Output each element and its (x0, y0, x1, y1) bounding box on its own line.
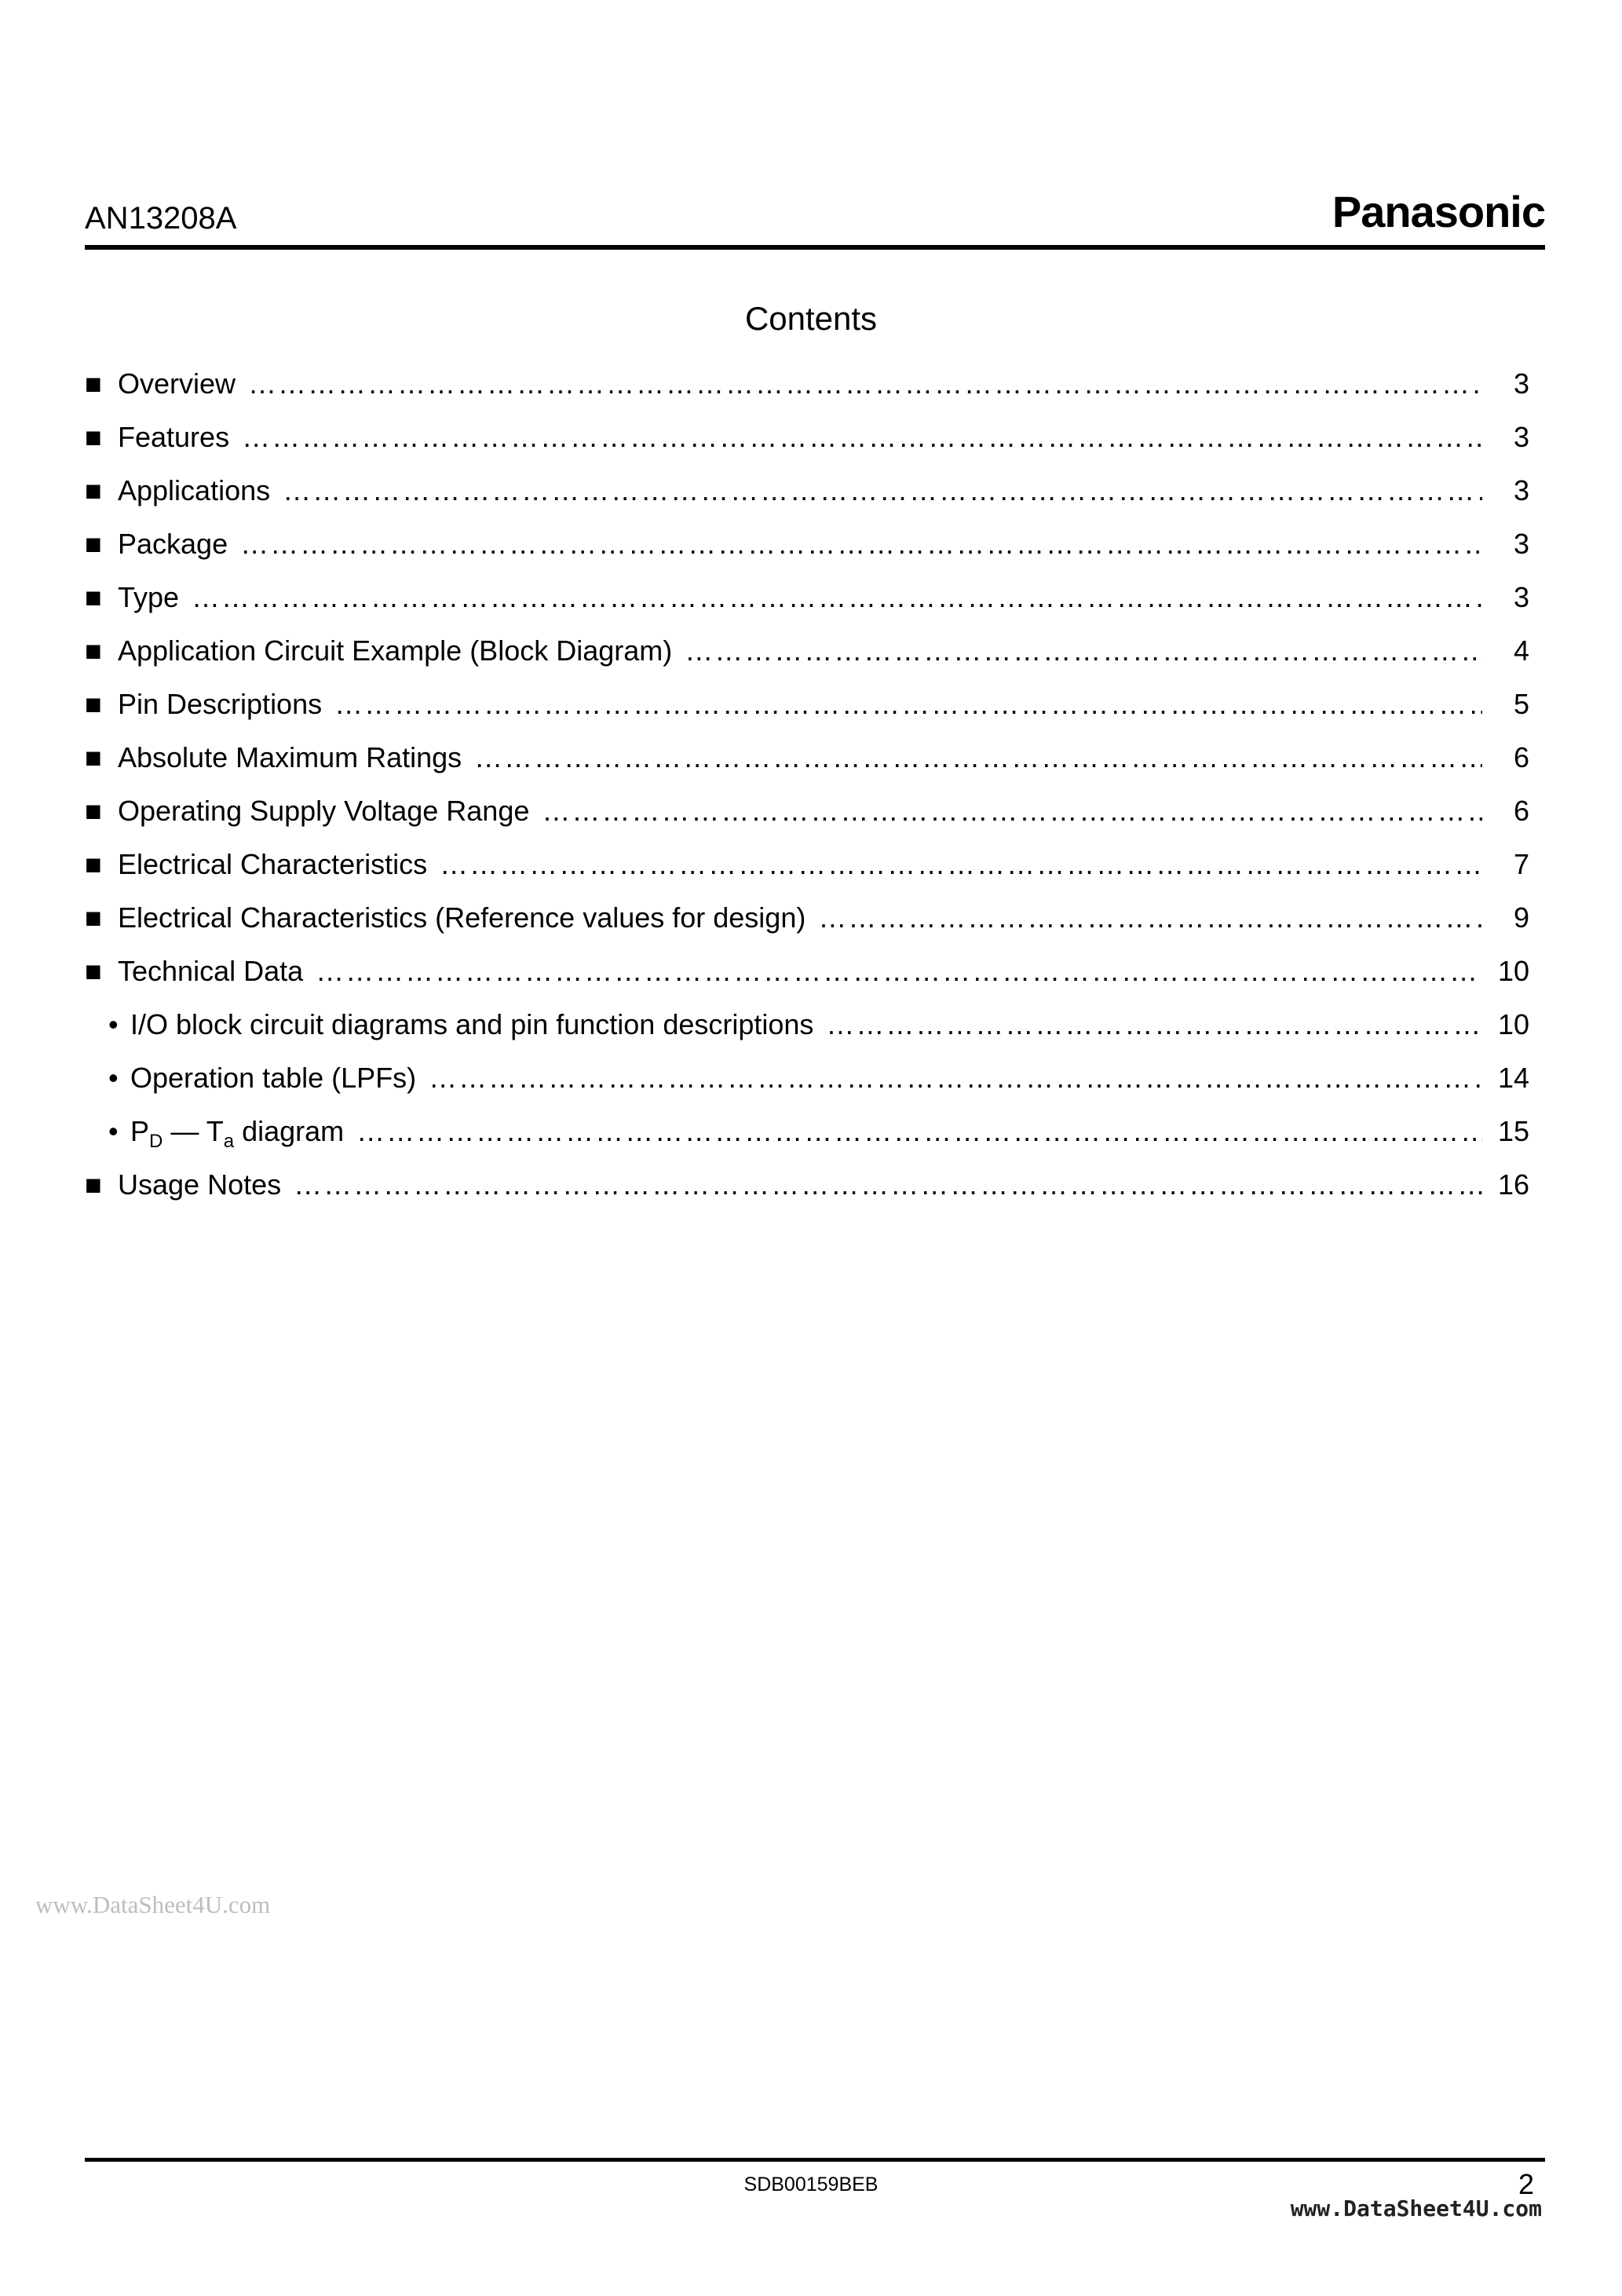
toc-page-number: 7 (1513, 848, 1529, 880)
label-p: P (130, 1115, 150, 1147)
toc-entry-usage-notes[interactable] (85, 1158, 1529, 1212)
dot-leader (429, 1051, 1482, 1105)
bullet-dot-icon: • (108, 1062, 119, 1094)
dot-leader (248, 357, 1482, 411)
dot-leader (192, 571, 1482, 624)
toc-label: Electrical Characteristics (118, 848, 428, 880)
dot-leader (316, 945, 1482, 998)
toc-page-number: 10 (1497, 955, 1529, 987)
dot-leader (818, 891, 1482, 945)
toc-subentry-io-block-circuit[interactable] (85, 998, 1529, 1051)
toc-subentry-operation-table[interactable] (85, 1051, 1529, 1105)
toc-entry-overview[interactable] (85, 357, 1529, 411)
toc-label: Operating Supply Voltage Range (118, 795, 530, 827)
dot-leader (474, 731, 1482, 784)
bullet-square-icon: ■ (85, 528, 102, 560)
bullet-square-icon: ■ (85, 474, 102, 506)
toc-page-number: 14 (1497, 1062, 1529, 1094)
toc-entry-operating-supply-voltage[interactable] (85, 784, 1529, 838)
dot-leader (356, 1105, 1482, 1158)
page-number: 2 (1518, 2168, 1534, 2200)
toc-label: Operation table (LPFs) (130, 1062, 417, 1094)
contents-title: Contents (744, 300, 878, 337)
bullet-square-icon: ■ (85, 581, 102, 613)
bullet-dot-icon: • (108, 1008, 119, 1040)
toc-entry-type[interactable] (85, 571, 1529, 624)
toc-page-number: 3 (1513, 367, 1529, 400)
toc-page-number: 3 (1513, 581, 1529, 613)
document-code: SDB00159BEB (743, 2174, 879, 2195)
toc-page-number: 5 (1513, 688, 1529, 720)
toc-entry-absolute-maximum-ratings[interactable] (85, 731, 1529, 784)
toc-page-number: 3 (1513, 528, 1529, 560)
toc-page-number: 3 (1513, 474, 1529, 506)
toc-label: Type (118, 581, 180, 613)
dot-leader (685, 624, 1482, 678)
toc-entry-applications[interactable] (85, 464, 1529, 517)
part-number: AN13208A (85, 201, 237, 236)
dot-leader (240, 517, 1482, 571)
bullet-dot-icon: • (108, 1115, 119, 1147)
bullet-square-icon: ■ (85, 1168, 102, 1201)
header-rule (85, 245, 1545, 250)
dot-leader (440, 838, 1482, 891)
dot-leader (294, 1158, 1482, 1212)
toc-entry-features[interactable] (85, 411, 1529, 464)
toc-page-number: 6 (1513, 795, 1529, 827)
bullet-square-icon: ■ (85, 421, 102, 453)
toc-label: Usage Notes (118, 1168, 282, 1201)
toc-page-number: 15 (1497, 1115, 1529, 1147)
toc-subentry-pd-ta-diagram[interactable] (85, 1105, 1529, 1158)
footer-rule (85, 2158, 1545, 2162)
watermark-left: www.DataSheet4U.com (35, 1891, 271, 1918)
toc-label: Technical Data (118, 955, 304, 987)
label-p-subscript: D (149, 1131, 163, 1153)
toc-label: Overview (118, 367, 236, 400)
toc-entry-package[interactable] (85, 517, 1529, 571)
bullet-square-icon: ■ (85, 741, 102, 773)
bullet-square-icon: ■ (85, 688, 102, 720)
bullet-square-icon: ■ (85, 955, 102, 987)
toc-label: Application Circuit Example (Block Diagram) (118, 634, 673, 667)
toc-entry-electrical-characteristics-reference[interactable] (85, 891, 1529, 945)
toc-label: Applications (118, 474, 271, 506)
bullet-square-icon: ■ (85, 795, 102, 827)
toc-label (130, 1105, 344, 1158)
bullet-square-icon: ■ (85, 367, 102, 400)
toc-label: Package (118, 528, 228, 560)
toc-page-number: 16 (1497, 1168, 1529, 1201)
toc-label: Pin Descriptions (118, 688, 323, 720)
toc-page-number: 4 (1513, 634, 1529, 667)
label-rest: diagram (234, 1115, 345, 1147)
toc-page-number: 3 (1513, 421, 1529, 453)
toc-entry-pin-descriptions[interactable] (85, 678, 1529, 731)
toc-label: I/O block circuit diagrams and pin function descriptions (130, 1008, 814, 1040)
dot-leader (242, 411, 1482, 464)
bullet-square-icon: ■ (85, 634, 102, 667)
toc-page-number: 9 (1513, 901, 1529, 934)
dot-leader (542, 784, 1482, 838)
label-dash-t: — T (163, 1115, 224, 1147)
toc-entry-application-circuit[interactable] (85, 624, 1529, 678)
toc-label: Features (118, 421, 230, 453)
table-of-contents (85, 357, 1529, 1212)
toc-label: Absolute Maximum Ratings (118, 741, 462, 773)
brand-logo: Panasonic (1332, 187, 1545, 236)
toc-label: Electrical Characteristics (Reference values for design) (118, 901, 806, 934)
dot-leader (334, 678, 1482, 731)
toc-entry-electrical-characteristics[interactable] (85, 838, 1529, 891)
toc-page-number: 6 (1513, 741, 1529, 773)
dot-leader (826, 998, 1482, 1051)
bullet-square-icon: ■ (85, 901, 102, 934)
bullet-square-icon: ■ (85, 848, 102, 880)
toc-entry-technical-data[interactable] (85, 945, 1529, 998)
toc-page-number: 10 (1497, 1008, 1529, 1040)
label-t-subscript: a (223, 1131, 235, 1153)
watermark-right: www.DataSheet4U.com (1290, 2195, 1542, 2221)
dot-leader (283, 464, 1482, 517)
